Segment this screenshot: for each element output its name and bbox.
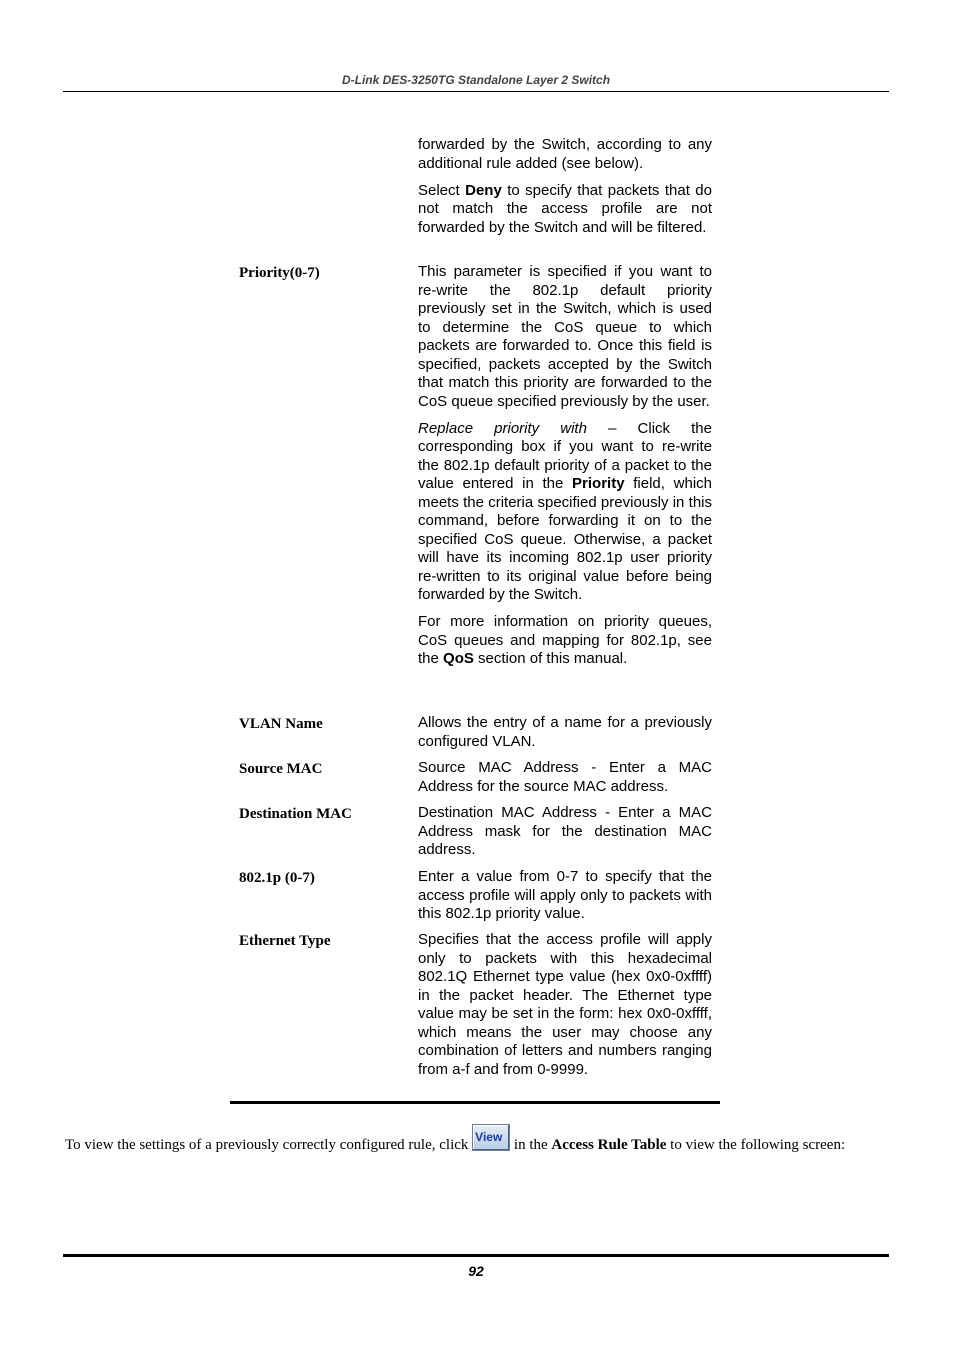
desc-paragraph: Replace priority with – Click the corresponding box if you want to re-write the 802.1p default priority of a packet to the value entered in the Priority field, which meets the criteria specified previously in this command, before forwarding it on to the specified CoS queue. Otherwise, a packet will have its incoming 802.1p user priority re-written to its original value before being forwarded by the Switch. (418, 419, 712, 603)
param-desc-source-mac (418, 759, 712, 805)
param-desc-priority (418, 263, 712, 677)
header-rule (63, 91, 889, 92)
desc-paragraph: Specifies that the access profile will apply only to packets with this hexadecimal 802.1Q Ethernet type value (hex 0x0-0xffff) in the packet header. The Ethernet type value may be set in the form: hex 0x0-0xffff, which means the user may choose any combination of letters and numbers ranging from a-f and from 0-9999. (418, 931, 712, 1078)
table-bottom-rule (230, 1101, 720, 1104)
desc-paragraph: Destination MAC Address - Enter a MAC Address mask for the destination MAC address. (418, 804, 712, 858)
param-label-ethernet-type: Ethernet Type (239, 933, 331, 949)
desc-paragraph: This parameter is specified if you want to re-write the 802.1p default priority previously set in the Switch, which is used to determine the CoS queue to which packets are forwarded to. Once this field is specified, packets accepted by the Switch that match this priority are forwarded to the CoS queue specified previously by the user. (418, 263, 712, 410)
param-desc-vlan-name (418, 714, 712, 760)
desc-paragraph: Allows the entry of a name for a previously configured VLAN. (418, 714, 712, 750)
desc-paragraph: forwarded by the Switch, according to any additional rule added (see below). (418, 136, 712, 172)
body-paragraph: To view the settings of a previously correctly configured rule, click View in the Access Rule Table to view the following screen: (65, 1124, 865, 1155)
desc-paragraph: Enter a value from 0-7 to specify that the access profile will apply only to packets with this 802.1p priority value. (418, 868, 712, 922)
param-desc-destination-mac (418, 804, 712, 868)
param-label-destination-mac: Destination MAC (239, 806, 352, 822)
page-number: 92 (468, 1263, 484, 1279)
desc-paragraph: Select Deny to specify that packets that do not match the access profile are not forwarded by the Switch and will be filtered. (418, 181, 712, 236)
footer-rule (63, 1254, 889, 1257)
param-desc-ethernet-type (418, 931, 712, 1088)
param-desc-continued (418, 136, 712, 246)
desc-paragraph: Source MAC Address - Enter a MAC Address for the source MAC address. (418, 759, 712, 795)
param-label-priority: Priority(0-7) (239, 265, 320, 281)
running-header: D-Link DES-3250TG Standalone Layer 2 Switch (341, 73, 611, 87)
param-desc-8021p (418, 868, 712, 932)
desc-paragraph: For more information on priority queues, CoS queues and mapping for 802.1p, see the QoS section of this manual. (418, 613, 712, 667)
param-label-source-mac: Source MAC (239, 761, 323, 777)
view-button[interactable]: View (472, 1124, 510, 1151)
param-label-vlan-name: VLAN Name (239, 716, 323, 732)
param-label-8021p: 802.1p (0-7) (239, 870, 315, 886)
